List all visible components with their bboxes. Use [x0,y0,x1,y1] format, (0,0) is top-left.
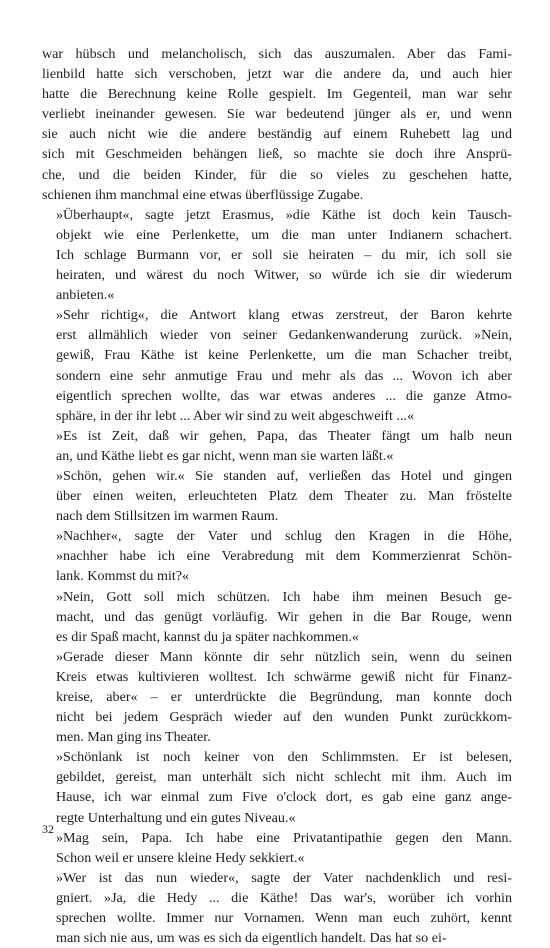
text-line: über einen weiten, erleuchteten Platz dem Theater zu. Man fröstelte [56,488,512,505]
text-line: »Wer ist das nun wieder«, sagte der Vater nachdenklich und resi- [56,869,512,886]
text-line: »Sehr richtig«, die Antwort klang etwas zerstreut, der Baron kehrte [56,307,512,324]
paragraph [42,44,512,205]
text-line: anbieten.« [56,287,115,304]
text-line: eigentlich sprechen wollte, das war etwas anderes ... die ganze Atmo- [56,387,512,404]
text-line: gniert. »Ja, die Hedy ... die Käthe! Das war's, worüber ich vorhin [56,889,512,906]
text-line: kreise, aber« – er unterdrückte die Begründung, man konnte doch [56,689,512,705]
text-line: sphäre, in der ihr lebt ... Aber wir sind zu weit abgeschweift ...« [56,407,415,424]
text-line: macht, und das genügt vorläufig. Wir gehen in die Bar Rouge, wenn [56,608,512,625]
text-line: erst allmählich wieder von seiner Gedankenwanderung zurück. »Nein, [56,327,512,344]
text-line: es dir Spaß macht, kannst du ja später nachkommen.« [56,628,359,645]
text-line: Ich schlage Burmann vor, er soll sie heiraten – du mir, ich soll sie [56,246,512,263]
text-line: lienbild hatte sich verschoben, jetzt war die andere da, und auch hier [42,66,512,83]
text-line: Hause, ich war einmal zum Five o'clock dort, es gab eine ganz ange- [56,789,512,806]
text-line: »Mag sein, Papa. Ich habe eine Privatantipathie gegen den Mann. [56,829,512,846]
text-line: gebildet, gereist, man unterhält sich nicht schlecht mit ihm. Auch im [56,769,512,786]
book-page [42,44,512,948]
text-line: objekt wie eine Perlenkette, um die man unter Indianern schachert. [56,226,512,243]
text-line: verliebt ineinander gewesen. Sie war bedeutend jünger als er, und wenn [42,106,512,123]
paragraph [42,466,512,526]
paragraph [42,426,512,466]
text-line: sprechen wollte. Immer nur Vornamen. Wenn man euch zuhört, kennt [56,910,512,927]
text-line: »Schönlank ist noch keiner von den Schlimmsten. Er ist belesen, [56,749,512,766]
text-line: sondern eine sehr anmutige Frau und mehr als das ... Wovon ich aber [56,367,512,384]
paragraph [42,747,512,827]
text-line: man sich nie aus, um was es sich da eigentlich handelt. Das hat so ei- [56,930,447,947]
text-line: »Gerade dieser Mann könnte dir sehr nützlich sein, wenn du seinen [56,648,512,665]
paragraph [42,205,512,305]
paragraph [42,647,512,747]
page-number: 32 [42,822,54,836]
text-line: nicht bei jedem Gespräch wieder auf den wunden Punkt zurückkom- [56,709,512,726]
text-line: sie auch nicht wie die andere beständig auf einem Ruhebett lag und [42,126,512,143]
text-line: Kreis etwas kultivieren wolltest. Ich schwärme gewiß nicht für Finanz- [56,668,512,685]
text-line: nach dem Stillsitzen im warmen Raum. [56,508,279,525]
text-line: heiraten, und wärest du noch Witwer, so würde ich sie dir wiederum [56,267,512,284]
paragraph [42,526,512,586]
text-line: »nachher habe ich eine Verabredung mit dem Kommerzienrat Schön- [56,548,512,565]
text-line: schienen ihm manchmal eine etwas überflüssige Zugabe. [42,186,364,203]
paragraph [42,587,512,647]
text-body [42,44,512,948]
text-line: lank. Kommst du mit?« [56,568,190,585]
text-line: regte Unterhaltung und ein gutes Niveau.« [56,809,296,826]
text-line: »Schön, gehen wir.« Sie standen auf, verließen das Hotel und gingen [56,467,512,484]
text-line: che, und die beiden Kinder, für die so vieles zu geschehen hatte, [42,166,512,183]
paragraph [42,305,512,426]
text-line: sich mit Geschmeiden behängen ließ, so machte sie doch ihre Ansprü- [42,146,512,163]
text-line: men. Man ging ins Theater. [56,729,211,746]
text-line: »Nachher«, sagte der Vater und schlug den Kragen in die Höhe, [56,528,512,545]
text-line: gewiß, Frau Käthe ist keine Perlenkette, um die man Schacher treibt, [56,347,512,364]
text-line: »Es ist Zeit, daß wir gehen, Papa, das Theater fängt um halb neun [56,427,512,444]
text-line: »Überhaupt«, sagte jetzt Erasmus, »die Käthe ist doch kein Tausch- [56,206,512,223]
text-line: an, und Käthe liebt es gar nicht, wenn man sie warten läßt.« [56,447,394,464]
text-line: »Nein, Gott soll mich schützen. Ich habe ihm meinen Besuch ge- [56,588,512,605]
text-line: Schon weil er unsere kleine Hedy sekkiert.« [56,849,305,866]
paragraph [42,828,512,868]
text-line: hatte die Berechnung keine Rolle gespielt. Im Gegenteil, man war sehr [42,86,512,103]
text-line: war hübsch und melancholisch, sich das auszumalen. Aber das Fami- [42,46,512,62]
